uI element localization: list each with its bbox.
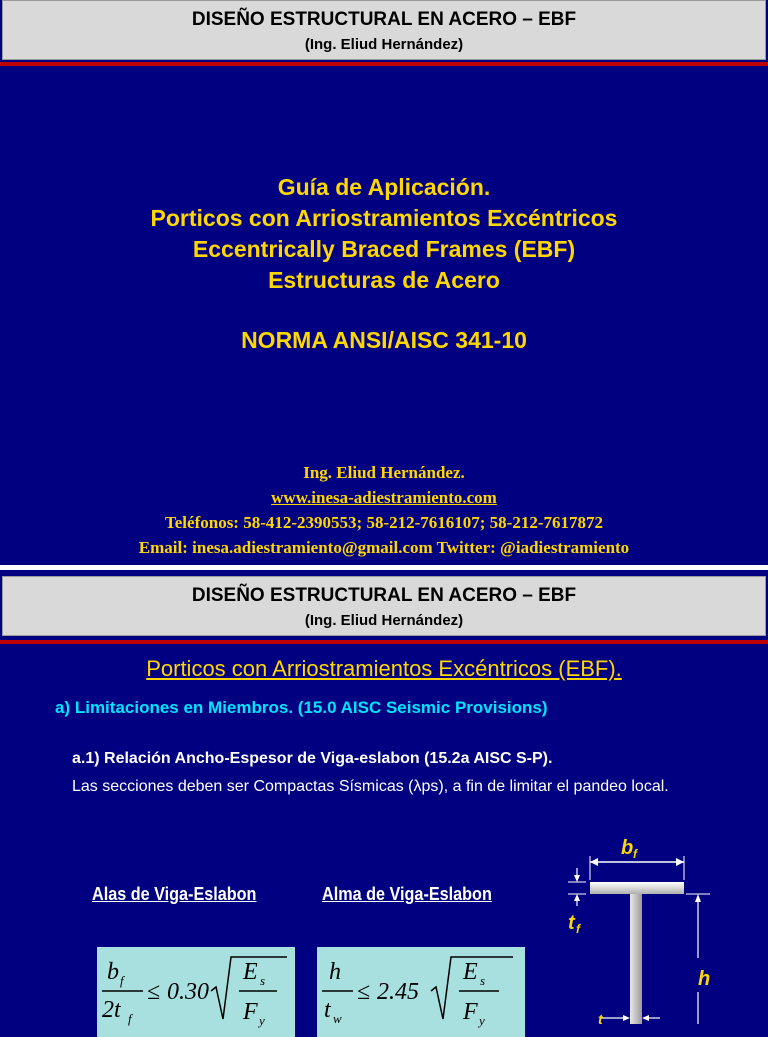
bf-label: b	[621, 837, 634, 859]
flange-heading: Alas de Viga-Eslabon	[92, 884, 257, 904]
h-label: h	[698, 968, 711, 990]
svg-text:F: F	[463, 999, 478, 1025]
content-slide	[0, 570, 768, 1028]
web-heading: Alma de Viga-Eslabon	[322, 884, 492, 904]
flange-coef: 0.30	[167, 979, 209, 1005]
svg-text:E: E	[243, 959, 258, 985]
contact-email: Email: inesa.adiestramiento@gmail.com Twitter: @iadiestramiento	[138, 538, 630, 557]
svg-text:f: f	[120, 973, 124, 988]
website-link[interactable]: www.inesa-adiestramiento.com	[271, 488, 497, 507]
tf-sub: f	[576, 922, 580, 936]
header-divider	[0, 640, 768, 644]
header-divider	[0, 62, 768, 66]
title-block	[0, 172, 768, 296]
title-line-1: Guía de Aplicación.	[277, 174, 491, 200]
svg-text:h: h	[329, 959, 341, 985]
header-author: (Ing. Eliud Hernández)	[304, 612, 464, 629]
svg-text:s: s	[260, 973, 266, 988]
svg-text:E: E	[463, 959, 478, 985]
section-subtitle: a) Limitaciones en Miembros. (15.0 AISC Seismic Provisions)	[55, 698, 548, 717]
title-line-4: Estructuras de Acero	[268, 267, 500, 293]
svg-text:b: b	[107, 959, 119, 985]
header-title: DISEÑO ESTRUCTURAL EN ACERO – EBF	[191, 9, 577, 30]
slide-header	[2, 576, 766, 636]
svg-text:s: s	[480, 973, 486, 988]
svg-text:w: w	[333, 1011, 342, 1026]
web-coef: 2.45	[377, 979, 419, 1005]
title-line-3: Eccentrically Braced Frames (EBF)	[192, 236, 576, 262]
section-body-text: Las secciones deben ser Compactas Sísmicas (λps), a fin de limitar el pandeo local.	[72, 778, 669, 795]
tf-label: t	[568, 912, 575, 934]
svg-text:f: f	[128, 1011, 132, 1026]
norma-title: NORMA ANSI/AISC 341-10	[241, 327, 527, 353]
svg-text:t: t	[324, 997, 331, 1023]
section-a1-heading: a.1) Relación Ancho-Espesor de Viga-eslabon (15.2a AISC S-P).	[72, 750, 553, 767]
header-author: (Ing. Eliud Hernández)	[304, 36, 464, 53]
title-line-2: Porticos con Arriostramientos Excéntricos	[150, 205, 618, 231]
ibeam-svg	[560, 828, 720, 1024]
bf-sub: f	[633, 847, 637, 861]
header-title: DISEÑO ESTRUCTURAL EN ACERO – EBF	[191, 585, 577, 606]
svg-text:y: y	[479, 1013, 485, 1028]
svg-text:2t: 2t	[102, 997, 121, 1023]
contact-name: Ing. Eliud Hernández.	[303, 463, 465, 482]
svg-text:≤: ≤	[147, 979, 161, 1005]
slide-title: Porticos con Arriostramientos Excéntricos (EBF).	[146, 656, 622, 681]
svg-text:F: F	[243, 999, 258, 1025]
contact-block	[0, 460, 768, 560]
slide-header	[2, 0, 766, 60]
ibeam-diagram	[560, 828, 720, 1029]
svg-text:t: t	[598, 1011, 603, 1024]
svg-text:y: y	[259, 1013, 265, 1028]
svg-text:≤: ≤	[357, 979, 371, 1005]
contact-phones: Teléfonos: 58-412-2390553; 58-212-7616107; 58-212-7617872	[164, 513, 604, 532]
